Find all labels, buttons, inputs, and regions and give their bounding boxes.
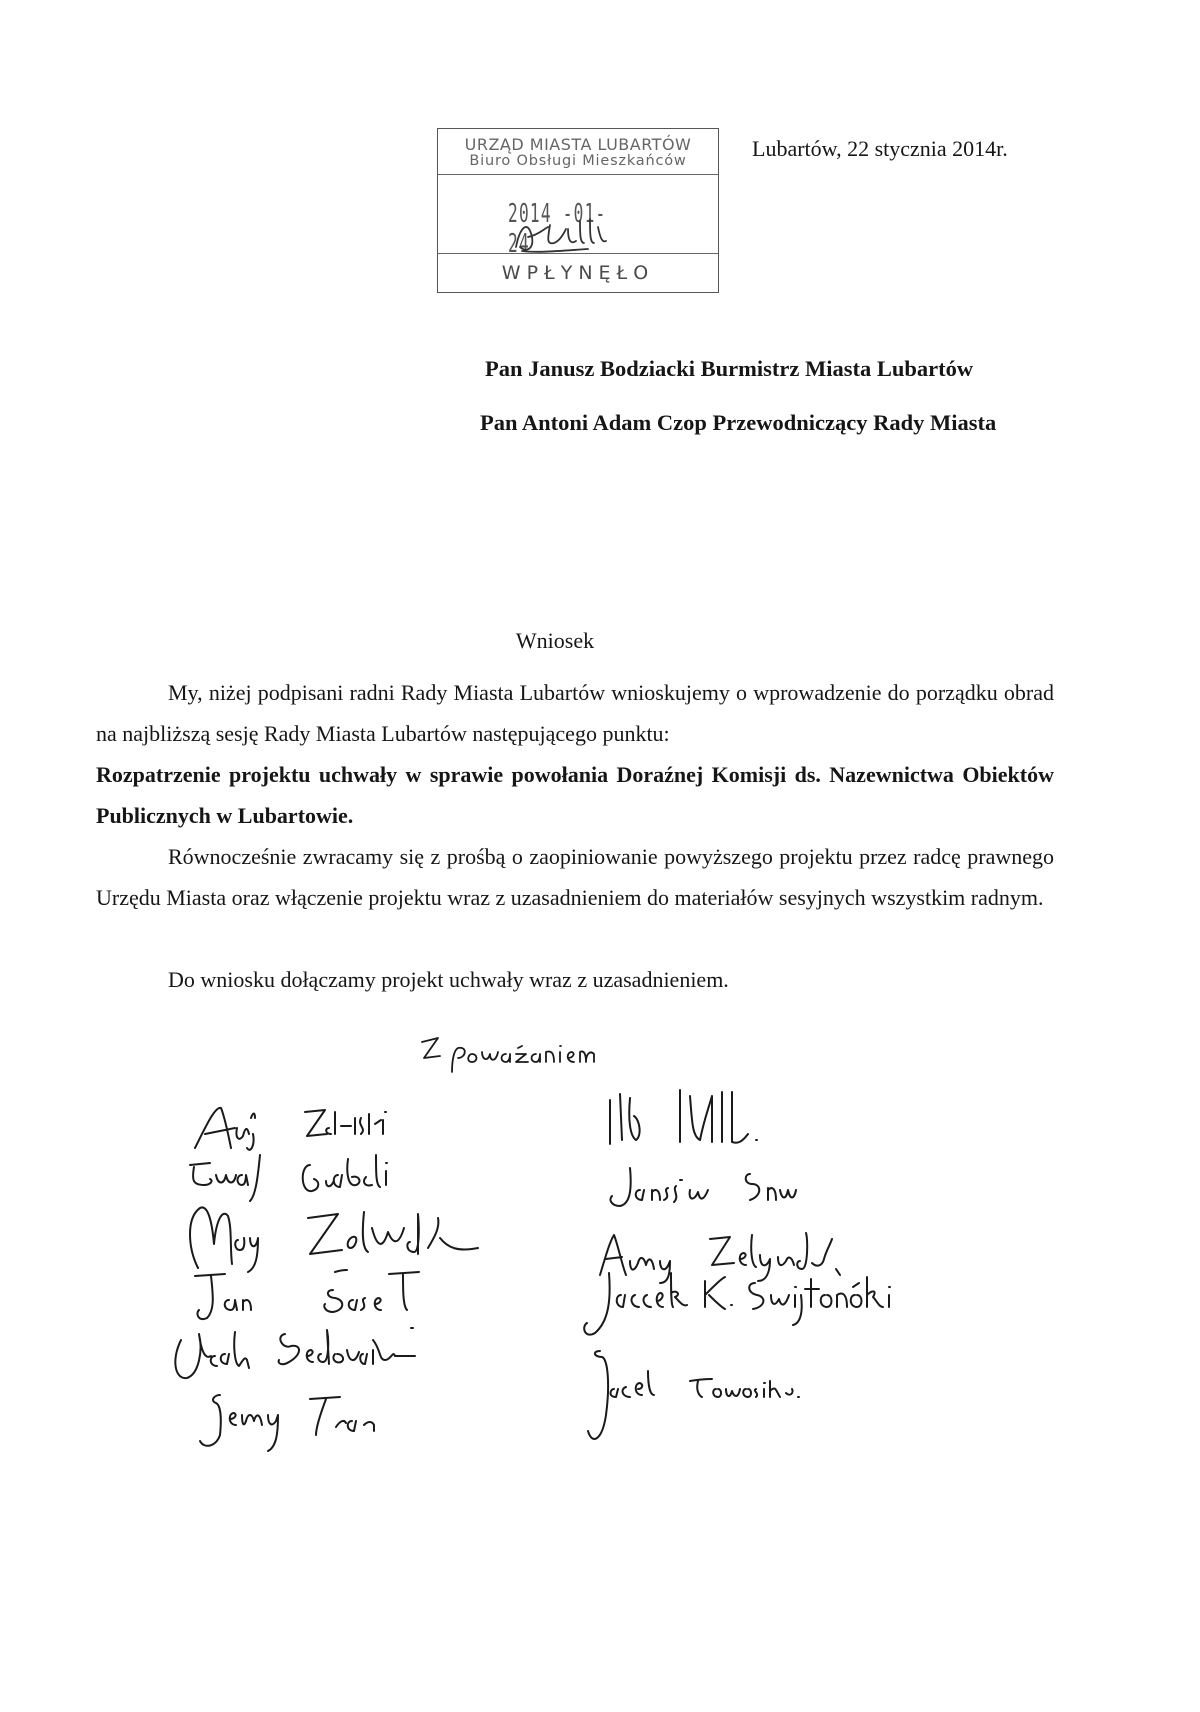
- handwritten-closing: [418, 1032, 638, 1074]
- stamp-initials-signature: [498, 207, 628, 263]
- stamp-office-name: URZĄD MIASTA LUBARTÓW: [464, 135, 692, 154]
- place-and-date: Lubartów, 22 stycznia 2014r.: [752, 136, 1008, 161]
- agenda-item: Rozpatrzenie projektu uchwały w sprawie powołania Doraźnej Komisji ds. Nazewnictwa Obiektów Publicznych w Lubartowie.: [96, 762, 1054, 828]
- stamp-date: 2014 -01- 24: [508, 199, 607, 259]
- signature-right-5: [580, 1345, 870, 1460]
- addressee-council-chair: Pan Antoni Adam Czop Przewodniczący Rady Miasta: [480, 410, 997, 435]
- attachment-note: Do wniosku dołączamy projekt uchwały wraz z uzasadnieniem.: [168, 967, 729, 992]
- stamp-department: Biuro Obsługi Mieszkańców: [469, 153, 687, 169]
- addressee-mayor: Pan Janusz Bodziacki Burmistrz Miasta Lubartów: [485, 356, 974, 381]
- signature-right-1: [600, 1080, 780, 1165]
- signature-right-2: [600, 1160, 820, 1225]
- receipt-stamp: [437, 128, 719, 293]
- stamp-divider: [438, 174, 718, 175]
- document-title: Wniosek: [515, 628, 595, 653]
- request-paragraph: My, niżej podpisani radni Rady Miasta Lubartów wnioskujemy o wprowadzenie do porządku obrad na najbliższą sesję Rady Miasta Lubartów następującego punktu:: [96, 680, 1054, 746]
- signature-left-6: [180, 1385, 440, 1460]
- stamp-received-label: WPŁYNĘŁO: [501, 262, 655, 284]
- stamp-divider: [438, 253, 718, 254]
- opinion-request-paragraph: Równocześnie zwracamy się z prośbą o zaopiniowanie powyższego projektu przez radcę prawnego Urzędu Miasta oraz włączenie projektu wraz z uzasadnieniem do materiałów sesyjnych wszystkim radnym.: [96, 844, 1054, 910]
